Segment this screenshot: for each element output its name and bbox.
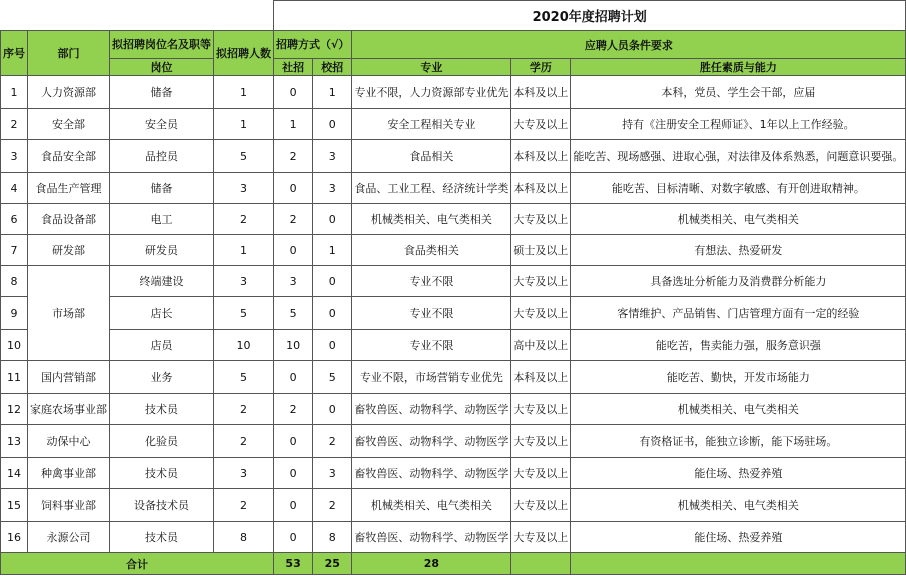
row-count: 2 — [214, 489, 274, 522]
row-count: 1 — [214, 76, 274, 109]
row-seq: 6 — [1, 204, 28, 235]
row-count: 1 — [214, 109, 274, 140]
row-count: 3 — [214, 266, 274, 297]
row-seq: 1 — [1, 76, 28, 109]
row-social: 1 — [274, 109, 313, 140]
row-position: 化验员 — [110, 425, 214, 458]
row-campus: 0 — [313, 330, 352, 361]
row-quality: 本科，党员、学生会干部，应届 — [571, 76, 906, 109]
row-quality: 能住场、热爱养殖 — [571, 522, 906, 553]
row-campus: 8 — [313, 522, 352, 553]
row-seq: 11 — [1, 361, 28, 394]
row-major: 畜牧兽医、动物科学、动物医学 — [352, 394, 511, 425]
row-campus: 3 — [313, 458, 352, 489]
row-position: 终端建设 — [110, 266, 214, 297]
row-dept: 食品生产管理 — [28, 173, 110, 204]
row-edu: 高中及以上 — [511, 330, 571, 361]
table-row — [1, 109, 906, 140]
row-quality: 能吃苦、勤快，开发市场能力 — [571, 361, 906, 394]
table-row — [1, 173, 906, 204]
row-dept: 食品设备部 — [28, 204, 110, 235]
row-quality: 机械类相关、电气类相关 — [571, 204, 906, 235]
row-edu: 大专及以上 — [511, 458, 571, 489]
row-social: 0 — [274, 173, 313, 204]
row-major: 机械类相关、电气类相关 — [352, 204, 511, 235]
row-seq: 14 — [1, 458, 28, 489]
row-edu: 大专及以上 — [511, 204, 571, 235]
row-major: 食品相关 — [352, 140, 511, 173]
row-quality: 能吃苦，售卖能力强，服务意识强 — [571, 330, 906, 361]
table-row — [1, 140, 906, 173]
row-social: 5 — [274, 297, 313, 330]
row-major: 专业不限 — [352, 266, 511, 297]
row-social: 0 — [274, 425, 313, 458]
row-edu: 本科及以上 — [511, 76, 571, 109]
header-social: 社招 — [274, 59, 313, 76]
row-edu: 大专及以上 — [511, 266, 571, 297]
row-social: 2 — [274, 140, 313, 173]
table-row — [1, 458, 906, 489]
header-campus: 校招 — [313, 59, 352, 76]
row-seq: 3 — [1, 140, 28, 173]
row-social: 0 — [274, 458, 313, 489]
row-campus: 0 — [313, 394, 352, 425]
row-major: 食品、工业工程、经济统计学类 — [352, 173, 511, 204]
row-major: 专业不限，人力资源部专业优先 — [352, 76, 511, 109]
row-campus: 2 — [313, 425, 352, 458]
row-campus: 1 — [313, 235, 352, 266]
header-quality: 胜任素质与能力 — [571, 59, 906, 76]
row-quality: 能吃苦、目标清晰、对数字敏感、有开创进取精神。 — [571, 173, 906, 204]
row-major: 畜牧兽医、动物科学、动物医学 — [352, 425, 511, 458]
row-campus: 1 — [313, 76, 352, 109]
row-seq: 9 — [1, 297, 28, 330]
row-campus: 0 — [313, 109, 352, 140]
row-social: 10 — [274, 330, 313, 361]
row-quality: 有资格证书，能独立诊断，能下场驻场。 — [571, 425, 906, 458]
row-seq: 4 — [1, 173, 28, 204]
row-seq: 13 — [1, 425, 28, 458]
sheet-title: 2020年度招聘计划 — [532, 10, 647, 25]
row-edu: 大专及以上 — [511, 522, 571, 553]
row-count: 2 — [214, 394, 274, 425]
row-social: 3 — [274, 266, 313, 297]
row-count: 10 — [214, 330, 274, 361]
total-count: 53 — [274, 553, 313, 575]
row-quality: 机械类相关、电气类相关 — [571, 489, 906, 522]
row-quality: 机械类相关、电气类相关 — [571, 394, 906, 425]
header-position-group: 拟招聘岗位名及职等 — [110, 31, 214, 59]
total-row — [1, 553, 906, 575]
row-social: 2 — [274, 394, 313, 425]
row-count: 8 — [214, 522, 274, 553]
row-campus: 3 — [313, 173, 352, 204]
row-seq: 7 — [1, 235, 28, 266]
row-seq: 16 — [1, 522, 28, 553]
header-method: 招聘方式（√） — [274, 31, 352, 59]
row-campus: 3 — [313, 140, 352, 173]
row-social: 0 — [274, 522, 313, 553]
row-seq: 12 — [1, 394, 28, 425]
row-position: 储备 — [110, 76, 214, 109]
row-position: 技术员 — [110, 522, 214, 553]
row-campus: 0 — [313, 297, 352, 330]
row-dept: 安全部 — [28, 109, 110, 140]
row-count: 5 — [214, 140, 274, 173]
row-social: 0 — [274, 361, 313, 394]
header-position: 岗位 — [110, 59, 214, 76]
row-count: 5 — [214, 361, 274, 394]
row-position: 研发员 — [110, 235, 214, 266]
header-count: 拟招聘人数 — [214, 31, 274, 76]
row-major: 食品类相关 — [352, 235, 511, 266]
row-position: 技术员 — [110, 458, 214, 489]
row-edu: 大专及以上 — [511, 425, 571, 458]
row-dept: 种禽事业部 — [28, 458, 110, 489]
row-edu: 本科及以上 — [511, 361, 571, 394]
row-position: 安全员 — [110, 109, 214, 140]
row-position: 设备技术员 — [110, 489, 214, 522]
row-count: 2 — [214, 425, 274, 458]
row-dept: 永源公司 — [28, 522, 110, 553]
header-dept: 部门 — [28, 31, 110, 76]
row-social: 0 — [274, 489, 313, 522]
row-position: 技术员 — [110, 394, 214, 425]
header-edu: 学历 — [511, 59, 571, 76]
row-dept: 家庭农场事业部 — [28, 394, 110, 425]
table-row — [1, 522, 906, 553]
total-empty — [511, 553, 571, 575]
row-count: 1 — [214, 235, 274, 266]
row-major: 专业不限，市场营销专业优先 — [352, 361, 511, 394]
row-social: 0 — [274, 76, 313, 109]
table-row — [1, 425, 906, 458]
row-seq: 2 — [1, 109, 28, 140]
row-count: 3 — [214, 173, 274, 204]
row-position: 店长 — [110, 297, 214, 330]
row-count: 2 — [214, 204, 274, 235]
table-row — [1, 489, 906, 522]
row-quality: 客情维护、产品销售、门店管理方面有一定的经验 — [571, 297, 906, 330]
table-row — [1, 266, 906, 297]
header-requirements: 应聘人员条件要求 — [352, 31, 906, 59]
row-campus: 5 — [313, 361, 352, 394]
table-row — [1, 361, 906, 394]
row-quality: 能住场、热爱养殖 — [571, 458, 906, 489]
total-empty — [571, 553, 906, 575]
row-count: 3 — [214, 458, 274, 489]
row-major: 畜牧兽医、动物科学、动物医学 — [352, 458, 511, 489]
total-social: 25 — [313, 553, 352, 575]
row-dept: 研发部 — [28, 235, 110, 266]
row-major: 专业不限 — [352, 330, 511, 361]
total-label: 合计 — [1, 553, 274, 575]
row-dept: 动保中心 — [28, 425, 110, 458]
row-seq: 15 — [1, 489, 28, 522]
row-edu: 大专及以上 — [511, 297, 571, 330]
table-row — [1, 235, 906, 266]
row-quality: 具备选址分析能力及消费群分析能力 — [571, 266, 906, 297]
row-edu: 本科及以上 — [511, 173, 571, 204]
row-edu: 大专及以上 — [511, 489, 571, 522]
table-row — [1, 330, 906, 361]
row-campus: 0 — [313, 266, 352, 297]
row-dept: 国内营销部 — [28, 361, 110, 394]
table-row — [1, 204, 906, 235]
row-edu: 大专及以上 — [511, 394, 571, 425]
row-position: 储备 — [110, 173, 214, 204]
table-row — [1, 76, 906, 109]
row-campus: 2 — [313, 489, 352, 522]
row-position: 品控员 — [110, 140, 214, 173]
row-edu: 硕士及以上 — [511, 235, 571, 266]
row-major: 专业不限 — [352, 297, 511, 330]
header-major: 专业 — [352, 59, 511, 76]
header-seq: 序号 — [1, 31, 28, 76]
row-dept: 食品安全部 — [28, 140, 110, 173]
row-position: 业务 — [110, 361, 214, 394]
row-quality: 能吃苦、现场感强、进取心强，对法律及体系熟悉，问题意识要强。 — [571, 140, 906, 173]
row-quality: 持有《注册安全工程师证》、1年以上工作经验。 — [571, 109, 906, 140]
row-dept: 人力资源部 — [28, 76, 110, 109]
total-campus: 28 — [352, 553, 511, 575]
row-social: 2 — [274, 204, 313, 235]
row-campus: 0 — [313, 204, 352, 235]
row-count: 5 — [214, 297, 274, 330]
row-dept: 饲料事业部 — [28, 489, 110, 522]
row-position: 店员 — [110, 330, 214, 361]
row-edu: 本科及以上 — [511, 140, 571, 173]
row-edu: 大专及以上 — [511, 109, 571, 140]
row-major: 畜牧兽医、动物科学、动物医学 — [352, 522, 511, 553]
table-row — [1, 297, 906, 330]
row-major: 安全工程相关专业 — [352, 109, 511, 140]
row-major: 机械类相关、电气类相关 — [352, 489, 511, 522]
row-social: 0 — [274, 235, 313, 266]
table-row — [1, 394, 906, 425]
row-dept: 市场部 — [28, 266, 110, 361]
row-quality: 有想法、热爱研发 — [571, 235, 906, 266]
row-seq: 10 — [1, 330, 28, 361]
row-seq: 8 — [1, 266, 28, 297]
row-position: 电工 — [110, 204, 214, 235]
